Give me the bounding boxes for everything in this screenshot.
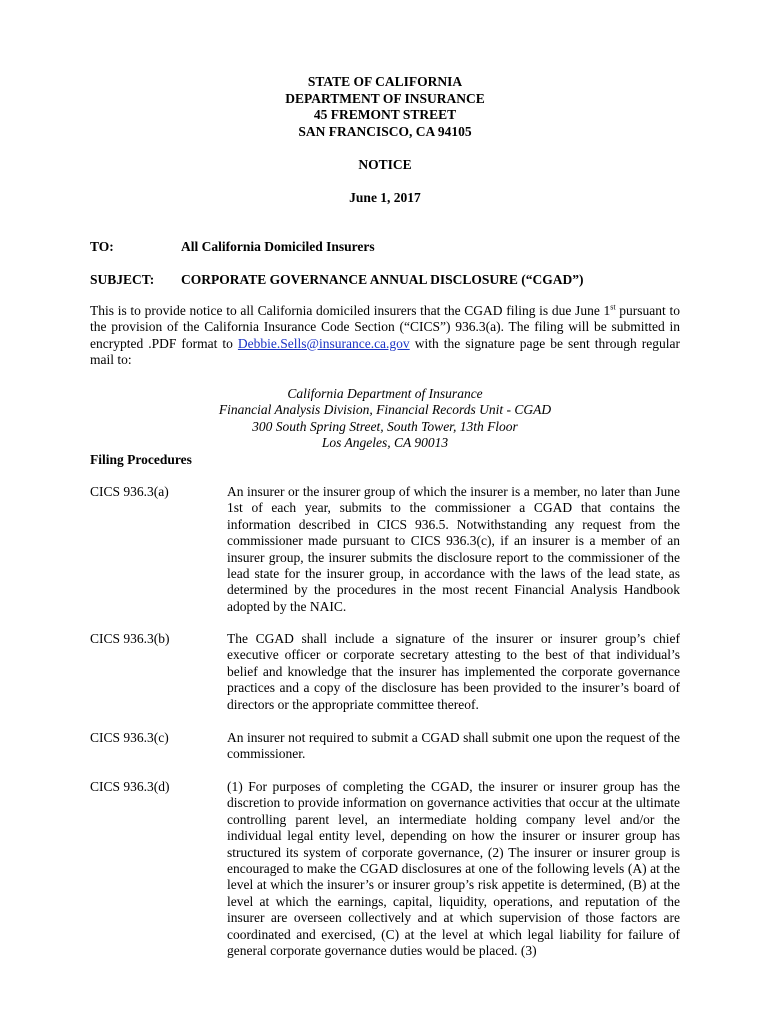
- address-line-2: Financial Analysis Division, Financial Records Unit - CGAD: [218, 402, 552, 418]
- letterhead-department: DEPARTMENT OF INSURANCE: [285, 90, 485, 106]
- section-text: An insurer not required to submit a CGAD shall submit one upon the request of the commissioner.: [227, 730, 680, 762]
- section-code: CICS 936.3(d): [90, 779, 170, 794]
- section-text: The CGAD shall include a signature of the insurer or insurer group’s chief executive officer or corporate secretary attesting to the best of that individual’s belief and knowledge that the insurer has implemented the corporate governance practices and a copy of the disclosure has been provided to the insurer’s board of directors or the appropriate committee thereof.: [227, 631, 680, 712]
- section-code: CICS 936.3(c): [90, 730, 169, 745]
- to-label: TO:: [90, 239, 114, 254]
- letterhead-city: SAN FRANCISCO, CA 94105: [298, 123, 472, 139]
- section-text: An insurer or the insurer group of which the insurer is a member, no later than June 1st of each year, submits to the commissioner a CGAD that contains the information described in CICS 936.5. Notwithstanding any request from the commissioner made pursuant to CICS 936.3(c), if an insurer is a member of an insurer group, the insurer submits the disclosure report to the commissioner of the lead state for the insurer group, in accordance with the laws of the lead state, as determined by the procedures in the most recent Financial Analysis Handbook adopted by the NAIC.: [227, 484, 680, 614]
- address-line-4: Los Angeles, CA 90013: [321, 435, 449, 451]
- section-936-3b: [90, 631, 680, 713]
- intro-text-1: This is to provide notice to all California domiciled insurers that the CGAD filing is due June 1: [90, 303, 611, 318]
- section-code: CICS 936.3(b): [90, 631, 170, 646]
- section-936-3a: [90, 484, 680, 615]
- subject-label: SUBJECT:: [90, 272, 155, 287]
- filing-procedures-heading: Filing Procedures: [90, 452, 192, 467]
- notice-title: NOTICE: [358, 157, 412, 172]
- subject-value: CORPORATE GOVERNANCE ANNUAL DISCLOSURE (“CGAD”): [181, 272, 584, 287]
- address-line-1: California Department of Insurance: [287, 386, 483, 401]
- letterhead-state: STATE OF CALIFORNIA: [307, 74, 463, 89]
- to-value: All California Domiciled Insurers: [181, 239, 375, 254]
- intro-text-3: with the signature page be sent through regular mail to:: [90, 335, 680, 368]
- intro-paragraph: [90, 303, 680, 369]
- mailing-address: [90, 386, 680, 452]
- section-936-3d: [90, 779, 680, 959]
- section-936-3c: [90, 730, 680, 763]
- section-code: CICS 936.3(a): [90, 484, 169, 499]
- letterhead: [0, 74, 770, 140]
- email-link[interactable]: Debbie.Sells@insurance.ca.gov: [237, 335, 410, 351]
- letterhead-street: 45 FREMONT STREET: [313, 107, 457, 122]
- intro-sup: st: [610, 302, 616, 312]
- intro-text-2: pursuant to the provision of the California Insurance Code Section (“CICS”) 936.3(a). The filing will be submitted in encrypted .PDF format to: [90, 303, 680, 351]
- address-line-3: 300 South Spring Street, South Tower, 13th Floor: [252, 418, 518, 434]
- notice-date: June 1, 2017: [349, 190, 421, 205]
- section-text: (1) For purposes of completing the CGAD, the insurer or insurer group has the discretion to provide information on governance activities that occur at the ultimate controlling parent level, an intermediate holding company level and/or the individual legal entity level, depending on how the insurer or insurer group has structured its system of corporate governance, (2) The insurer or insurer group is encouraged to make the CGAD disclosures at one of the following levels (A) at the level at which the insurer’s or insurer group’s risk appetite is determined, (B) at the level at which the earnings, capital, liquidity, operations, and reputation of the insurer are overseen collectively and at which supervision of those factors are coordinated and exercised, (C) at the level at which legal liability for failure of general corporate governance duties would be placed. (3): [227, 779, 680, 959]
